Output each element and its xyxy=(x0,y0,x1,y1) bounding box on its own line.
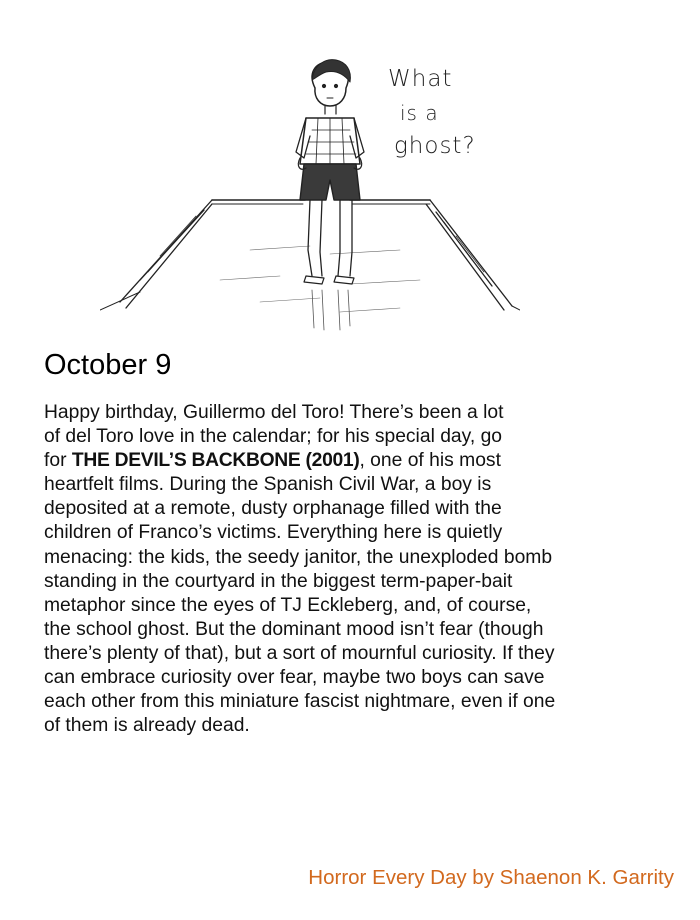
film-title: THE DEVIL’S BACKBONE (2001) xyxy=(71,450,360,472)
speech-line-1: What xyxy=(388,66,453,92)
ground-line xyxy=(100,292,520,310)
body-line: menacing: the kids, the seedy janitor, the unexploded bomb xyxy=(44,546,553,568)
entry-title: October 9 xyxy=(44,349,172,381)
body-line: metaphor since the eyes of TJ Eckleberg, and, of course, xyxy=(44,594,532,616)
speech-line-2: is a xyxy=(400,100,439,125)
speech-line-3: ghost? xyxy=(394,132,476,159)
entry-body xyxy=(44,401,664,738)
body-line: children of Franco’s victims. Everything here is quietly xyxy=(44,522,503,544)
body-line: for THE DEVIL’S BACKBONE (2001), one of his most xyxy=(44,450,501,472)
body-line: deposited at a remote, dusty orphanage filled with the xyxy=(44,498,502,520)
body-line: standing in the courtyard in the biggest term-paper-bait xyxy=(44,570,513,592)
body-line: heartfelt films. During the Spanish Civil War, a boy is xyxy=(44,474,492,496)
body-line: can embrace curiosity over fear, maybe two boys can save xyxy=(44,667,545,689)
body-line: each other from this miniature fascist nightmare, even if one xyxy=(44,691,556,713)
pool-right-wall xyxy=(426,200,512,310)
body-line: the school ghost. But the dominant mood isn’t fear (though xyxy=(44,618,544,640)
boy-figure xyxy=(296,60,364,330)
body-line: of them is already dead. xyxy=(44,715,250,737)
body-line: Happy birthday, Guillermo del Toro! There’s been a lot xyxy=(44,402,504,423)
body-line: there’s plenty of that), but a sort of mournful curiosity. If they xyxy=(44,642,555,664)
pool-left-wall xyxy=(120,200,212,308)
speech-text xyxy=(388,62,476,164)
credit-line: Horror Every Day by Shaenon K. Garrity xyxy=(308,866,674,889)
body-line: of del Toro love in the calendar; for his special day, go xyxy=(44,426,503,448)
